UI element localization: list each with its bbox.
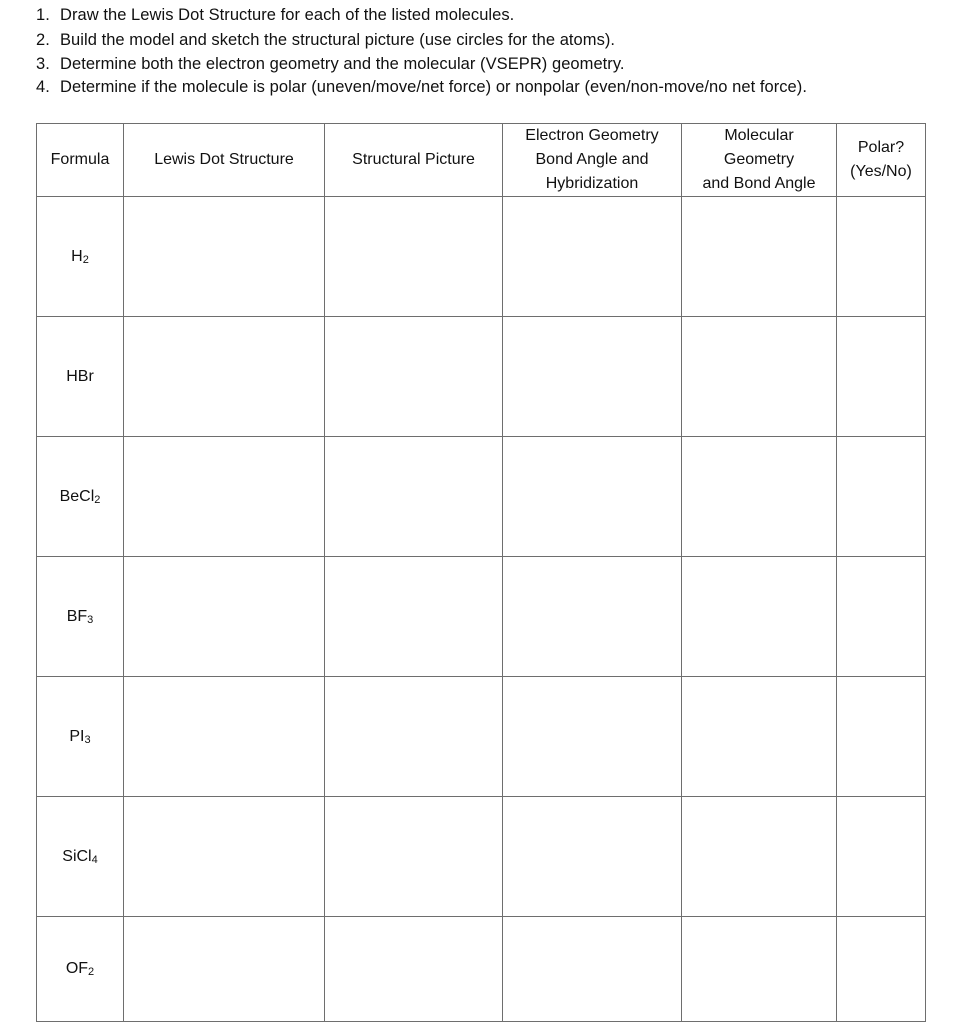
polar-cell[interactable] <box>837 917 926 1022</box>
instruction-number: 1. <box>36 6 50 24</box>
formula-base: BF <box>66 607 88 625</box>
formula-subscript: 3 <box>84 733 91 746</box>
header-electron-geometry <box>503 124 682 197</box>
formula-cell <box>37 917 124 1022</box>
table-row <box>37 437 926 557</box>
formula-cell <box>37 197 124 317</box>
molecular-geometry-cell[interactable] <box>682 437 837 557</box>
header-lewis-dot-structure: Lewis Dot Structure <box>124 124 325 197</box>
polar-cell[interactable] <box>837 437 926 557</box>
lewis-dot-cell[interactable] <box>124 677 325 797</box>
electron-geometry-cell[interactable] <box>503 317 682 437</box>
header-molecular-geometry-line: and Bond Angle <box>702 175 816 192</box>
header-row <box>37 124 926 197</box>
header-electron-geometry-line: Electron Geometry <box>525 127 659 144</box>
instruction-number: 3. <box>36 55 50 73</box>
instruction-number: 2. <box>36 31 50 49</box>
molecule-worksheet-table <box>36 123 926 1022</box>
header-structural-picture: Structural Picture <box>325 124 503 197</box>
instruction-text: Build the model and sketch the structural picture (use circles for the atoms). <box>60 31 616 49</box>
structural-picture-cell[interactable] <box>325 917 503 1022</box>
table-row <box>37 797 926 917</box>
formula-cell <box>37 317 124 437</box>
formula-base: BeCl <box>59 487 95 505</box>
formula-base: SiCl <box>62 847 92 865</box>
formula-base: H <box>71 247 83 265</box>
instruction-text: Determine if the molecule is polar (uneven/move/net force) or nonpolar (even/non-move/no net force). <box>60 78 807 96</box>
structural-picture-cell[interactable] <box>325 677 503 797</box>
formula-subscript: 2 <box>82 253 89 266</box>
formula-subscript: 2 <box>88 966 95 978</box>
formula-cell <box>37 557 124 677</box>
header-molecular-geometry <box>682 124 837 197</box>
structural-picture-cell[interactable] <box>325 317 503 437</box>
polar-cell[interactable] <box>837 557 926 677</box>
header-molecular-geometry-line: Molecular <box>724 127 794 144</box>
table-row <box>37 917 926 1022</box>
formula-base: PI <box>69 727 85 745</box>
lewis-dot-cell[interactable] <box>124 797 325 917</box>
lewis-dot-cell[interactable] <box>124 317 325 437</box>
header-polar-line: (Yes/No) <box>850 163 912 180</box>
structural-picture-cell[interactable] <box>325 437 503 557</box>
formula-cell <box>37 797 124 917</box>
lewis-dot-cell[interactable] <box>124 437 325 557</box>
header-polar <box>837 124 926 197</box>
header-electron-geometry-line: Hybridization <box>545 175 639 192</box>
polar-cell[interactable] <box>837 197 926 317</box>
molecular-geometry-cell[interactable] <box>682 677 837 797</box>
molecular-geometry-cell[interactable] <box>682 797 837 917</box>
header-molecular-geometry-line: Geometry <box>723 151 795 168</box>
electron-geometry-cell[interactable] <box>503 197 682 317</box>
header-electron-geometry-line: Bond Angle and <box>535 151 649 168</box>
table-row <box>37 677 926 797</box>
electron-geometry-cell[interactable] <box>503 437 682 557</box>
molecular-geometry-cell[interactable] <box>682 917 837 1022</box>
electron-geometry-cell[interactable] <box>503 557 682 677</box>
polar-cell[interactable] <box>837 317 926 437</box>
instruction-text: Draw the Lewis Dot Structure for each of the listed molecules. <box>60 6 515 24</box>
instruction-number: 4. <box>36 78 50 96</box>
formula-subscript: 4 <box>91 853 98 866</box>
formula-base: HBr <box>66 367 94 385</box>
electron-geometry-cell[interactable] <box>503 677 682 797</box>
lewis-dot-cell[interactable] <box>124 197 325 317</box>
formula-cell <box>37 677 124 797</box>
table-row <box>37 197 926 317</box>
electron-geometry-cell[interactable] <box>503 797 682 917</box>
electron-geometry-cell[interactable] <box>503 917 682 1022</box>
formula-base: OF <box>65 960 89 977</box>
header-polar-line: Polar? <box>857 139 905 156</box>
instruction-text: Determine both the electron geometry and the molecular (VSEPR) geometry. <box>60 55 625 73</box>
instruction-item <box>36 77 807 97</box>
structural-picture-cell[interactable] <box>325 197 503 317</box>
table-row <box>37 557 926 677</box>
formula-subscript: 3 <box>87 613 94 626</box>
molecular-geometry-cell[interactable] <box>682 557 837 677</box>
molecular-geometry-cell[interactable] <box>682 317 837 437</box>
formula-subscript: 2 <box>94 493 101 506</box>
molecular-geometry-cell[interactable] <box>682 197 837 317</box>
instruction-item <box>36 54 625 74</box>
polar-cell[interactable] <box>837 677 926 797</box>
instruction-item <box>36 5 514 25</box>
header-formula: Formula <box>37 124 124 197</box>
lewis-dot-cell[interactable] <box>124 557 325 677</box>
formula-cell <box>37 437 124 557</box>
structural-picture-cell[interactable] <box>325 557 503 677</box>
structural-picture-cell[interactable] <box>325 797 503 917</box>
polar-cell[interactable] <box>837 797 926 917</box>
instruction-item <box>36 30 615 50</box>
table-row <box>37 317 926 437</box>
lewis-dot-cell[interactable] <box>124 917 325 1022</box>
